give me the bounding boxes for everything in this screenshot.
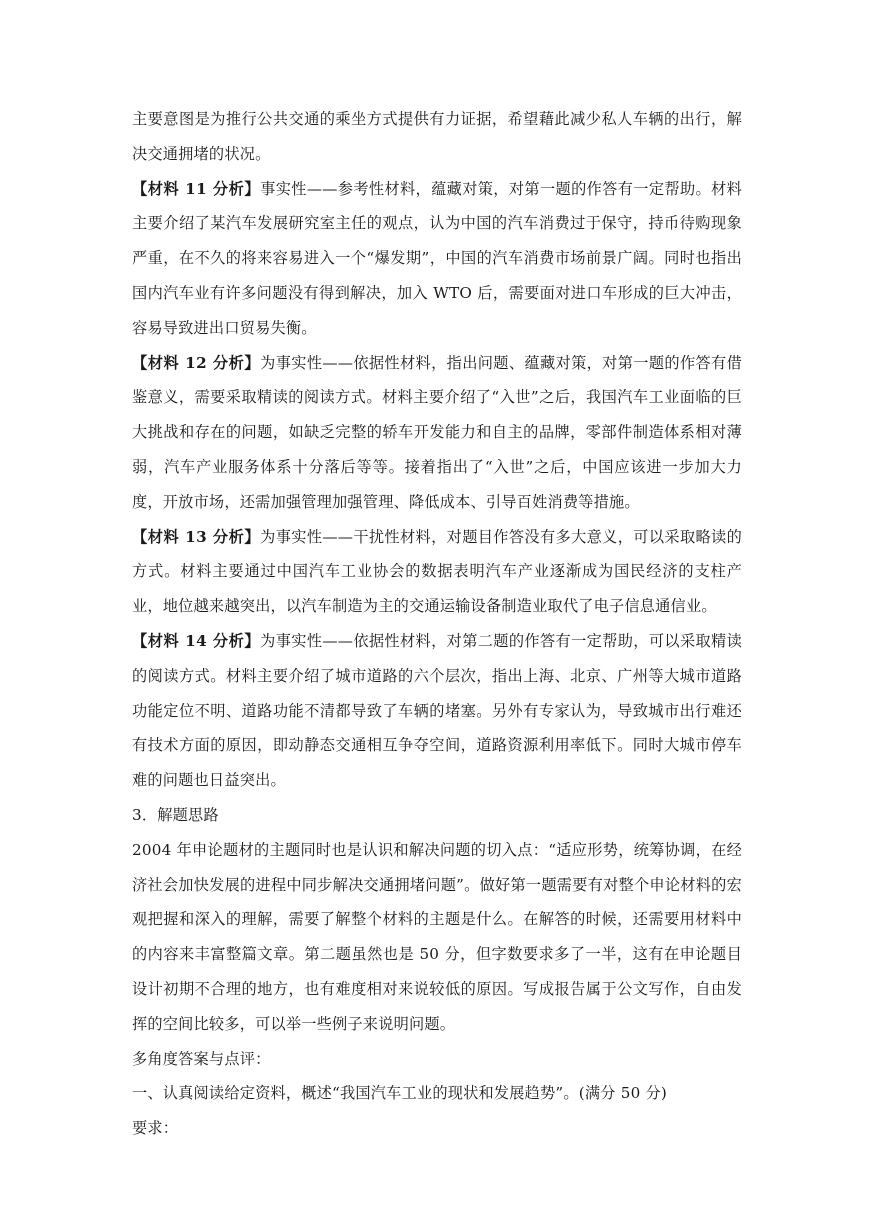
question-one [132, 1076, 742, 1111]
paragraph-material-11-analysis [132, 172, 742, 346]
question-text: 一、认真阅读给定资料，概述“我国汽车工业的现状和发展趋势”。(满分 50 分) [132, 1084, 667, 1103]
paragraph-text: 事实性——参考性材料，蕴藏对策，对第一题的作答有一定帮助。材料主要介绍了某汽车发展研究室主任的观点，认为中国的汽车消费过于保守，持币待购现象严重，在不久的将来容易进入一个“爆发期”，中国的汽车消费市场前景广阔。同时也指出国内汽车业有许多问题没有得到解决，加入 WTO 后，需要面对进口车形成的巨大冲击，容易导致进出口贸易失衡。 [132, 179, 742, 337]
material-label: 【材料 13 分析】 [132, 527, 261, 546]
paragraph-solution-approach [132, 833, 742, 1042]
material-label: 【材料 11 分析】 [132, 179, 261, 198]
paragraph-material-12-analysis [132, 346, 742, 520]
requirements-text: 要求： [132, 1119, 179, 1138]
heading-text: 多角度答案与点评： [132, 1049, 271, 1068]
paragraph-text: 2004 年申论题材的主题同时也是认识和解决问题的切入点：“适应形势，统筹协调，在经济社会加快发展的进程中同步解决交通拥堵问题”。做好第一题需要有对整个申论材料的宏观把握和深入的理解，需要了解整个材料的主题是什么。在解答的时候，还需要用材料中的内容来丰富整篇文章。第二题虽然也是 50 分，但字数要求多了一半，这有在申论题目设计初期不合理的地方，也有难度相对来说较低的原因。写成报告属于公文写作，自由发挥的空间比较多，可以举一些例子来说明问题。 [132, 840, 742, 1033]
paragraph-text: 为事实性——干扰性材料，对题目作答没有多大意义，可以采取略读的方式。材料主要通过中国汽车工业协会的数据表明汽车产业逐渐成为国民经济的支柱产业，地位越来越突出，以汽车制造为主的交通运输设备制造业取代了电子信息通信业。 [132, 527, 742, 616]
paragraph-text: 为事实性——依据性材料，指出问题、蕴藏对策，对第一题的作答有借鉴意义，需要采取精读的阅读方式。材料主要介绍了“入世”之后，我国汽车工业面临的巨大挑战和存在的问题，如缺乏完整的轿车开发能力和自主的品牌，零部件制造体系相对薄弱，汽车产业服务体系十分落后等等。接着指出了“入世”之后，中国应该进一步加大力度，开放市场，还需加强管理加强管理、降低成本、引导百姓消费等措施。 [132, 353, 742, 511]
section-heading-solution-approach [132, 798, 742, 833]
paragraph-intro-continuation [132, 102, 742, 172]
section-heading-answers [132, 1042, 742, 1077]
paragraph-text: 为事实性——依据性材料，对第二题的作答有一定帮助，可以采取精读的阅读方式。材料主要介绍了城市道路的六个层次，指出上海、北京、广州等大城市道路功能定位不明、道路功能不清都导致了车辆的堵塞。另外有专家认为，导致城市出行难还有技术方面的原因，即动静态交通相互争夺空间，道路资源利用率低下。同时大城市停车难的问题也日益突出。 [132, 631, 742, 790]
material-label: 【材料 12 分析】 [132, 353, 261, 372]
paragraph-material-14-analysis [132, 624, 742, 798]
document-body [132, 102, 742, 1146]
paragraph-text: 主要意图是为推行公共交通的乘坐方式提供有力证据，希望藉此减少私人车辆的出行，解决交通拥堵的状况。 [132, 110, 742, 163]
material-label: 【材料 14 分析】 [132, 631, 261, 650]
paragraph-material-13-analysis [132, 520, 742, 624]
heading-text: 3．解题思路 [132, 805, 219, 824]
requirements-label [132, 1111, 742, 1146]
